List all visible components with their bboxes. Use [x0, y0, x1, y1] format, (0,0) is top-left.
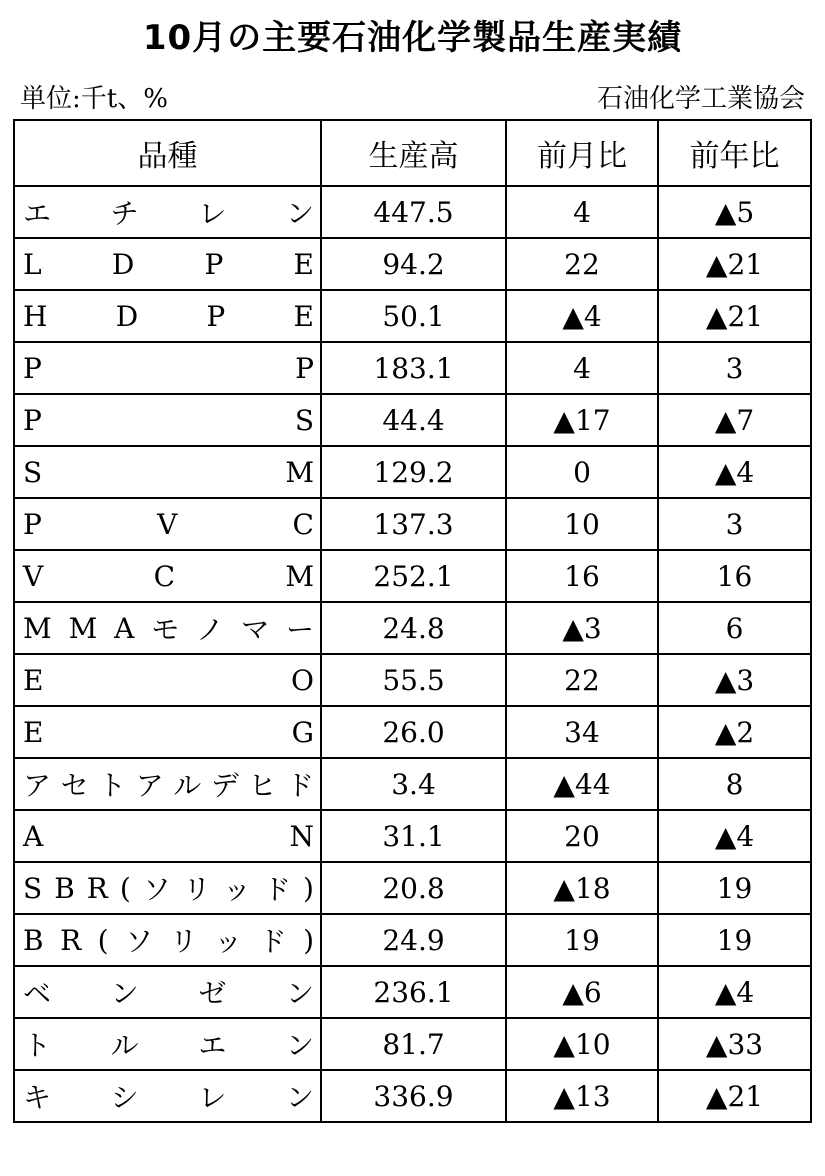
production-cell: 3.4: [321, 758, 506, 810]
year-over-year-cell: ▲7: [658, 394, 811, 446]
product-name: [23, 811, 314, 861]
product-name-char: ル: [173, 769, 202, 802]
product-name-char: V: [157, 507, 178, 541]
product-name-cell: [14, 966, 321, 1018]
product-name-char: V: [23, 559, 44, 593]
production-cell: 81.7: [321, 1018, 506, 1070]
product-name-char: A: [114, 611, 135, 645]
table-row: [14, 342, 811, 394]
product-name-char: ル: [110, 1029, 139, 1062]
production-cell: 94.2: [321, 238, 506, 290]
product-name-cell: [14, 446, 321, 498]
product-name-char: ッ: [214, 925, 243, 958]
month-over-month-cell: 19: [506, 914, 658, 966]
year-over-year-cell: 3: [658, 342, 811, 394]
product-name-char: セ: [60, 769, 89, 802]
product-name-cell: [14, 1018, 321, 1070]
product-name: [23, 291, 314, 341]
product-name-char: P: [23, 507, 42, 541]
product-name: [23, 447, 314, 497]
month-over-month-cell: ▲17: [506, 394, 658, 446]
production-table: [13, 119, 812, 1123]
column-header-production: 生産高: [321, 120, 506, 186]
product-name-char: M: [285, 559, 314, 593]
table-row: [14, 758, 811, 810]
year-over-year-cell: ▲4: [658, 966, 811, 1018]
product-name-char: デ: [210, 769, 239, 802]
product-name-char: P: [204, 247, 224, 281]
product-name-char: M: [68, 611, 98, 645]
product-name-char: ソ: [125, 925, 154, 958]
year-over-year-cell: ▲4: [658, 446, 811, 498]
product-name-char: (: [119, 871, 131, 905]
year-over-year-cell: 19: [658, 862, 811, 914]
table-row: [14, 706, 811, 758]
year-over-year-cell: 19: [658, 914, 811, 966]
product-name-char: チ: [110, 197, 139, 230]
column-header-year-over-year: 前年比: [658, 120, 811, 186]
month-over-month-cell: 0: [506, 446, 658, 498]
product-name-cell: [14, 706, 321, 758]
product-name-char: ソ: [142, 873, 171, 906]
product-name-char: ド: [258, 925, 287, 958]
product-name-char: P: [23, 351, 42, 385]
product-name-char: キ: [23, 1081, 52, 1114]
product-name-char: L: [23, 247, 42, 281]
product-name-char: B: [23, 923, 44, 957]
month-over-month-cell: ▲6: [506, 966, 658, 1018]
product-name-char: ノ: [196, 613, 225, 646]
production-cell: 447.5: [321, 186, 506, 238]
page-title: 10月の主要石油化学製品生産実績: [142, 18, 683, 58]
month-over-month-cell: ▲13: [506, 1070, 658, 1122]
year-over-year-cell: 3: [658, 498, 811, 550]
product-name-cell: [14, 654, 321, 706]
month-over-month-cell: 4: [506, 342, 658, 394]
year-over-year-cell: ▲3: [658, 654, 811, 706]
table-row: [14, 446, 811, 498]
production-cell: 24.8: [321, 602, 506, 654]
product-name: [23, 915, 314, 965]
product-name: [23, 343, 314, 393]
product-name: [23, 759, 314, 809]
product-name-char: ): [303, 923, 314, 957]
product-name-char: S: [23, 871, 43, 905]
product-name-cell: [14, 290, 321, 342]
table-row: [14, 914, 811, 966]
product-name-char: ベ: [23, 977, 52, 1010]
month-over-month-cell: 16: [506, 550, 658, 602]
product-name-char: リ: [169, 925, 198, 958]
product-name-cell: [14, 550, 321, 602]
year-over-year-cell: ▲5: [658, 186, 811, 238]
production-cell: 24.9: [321, 914, 506, 966]
product-name-cell: [14, 758, 321, 810]
table-row: [14, 550, 811, 602]
product-name: [23, 1019, 314, 1069]
product-name: [23, 1071, 314, 1121]
product-name-char: エ: [23, 197, 52, 230]
product-name-char: B: [54, 871, 75, 905]
year-over-year-cell: 6: [658, 602, 811, 654]
table-row: [14, 966, 811, 1018]
product-name-cell: [14, 342, 321, 394]
product-name-char: ト: [98, 769, 127, 802]
month-over-month-cell: ▲44: [506, 758, 658, 810]
unit-label: 単位:千t、%: [20, 84, 168, 114]
product-name-char: ヒ: [248, 769, 277, 802]
production-cell: 137.3: [321, 498, 506, 550]
month-over-month-cell: ▲10: [506, 1018, 658, 1070]
product-name-char: モ: [151, 613, 180, 646]
product-name-char: A: [23, 819, 44, 853]
table-row: [14, 602, 811, 654]
product-name-char: E: [23, 715, 44, 749]
year-over-year-cell: ▲21: [658, 238, 811, 290]
month-over-month-cell: ▲4: [506, 290, 658, 342]
production-cell: 50.1: [321, 290, 506, 342]
year-over-year-cell: ▲4: [658, 810, 811, 862]
month-over-month-cell: 20: [506, 810, 658, 862]
product-name-cell: [14, 1070, 321, 1122]
product-name-char: S: [23, 455, 43, 489]
product-name-cell: [14, 602, 321, 654]
product-name-cell: [14, 498, 321, 550]
table-row: [14, 498, 811, 550]
year-over-year-cell: ▲33: [658, 1018, 811, 1070]
product-name-char: ア: [23, 769, 52, 802]
table-row: [14, 654, 811, 706]
product-name-char: ン: [285, 977, 314, 1010]
month-over-month-cell: 34: [506, 706, 658, 758]
product-name-char: R: [60, 923, 82, 957]
product-name: [23, 499, 314, 549]
month-over-month-cell: 4: [506, 186, 658, 238]
product-name-char: H: [23, 299, 48, 333]
product-name-char: ): [302, 871, 314, 905]
product-name-char: マ: [241, 613, 270, 646]
table-row: [14, 1070, 811, 1122]
production-cell: 183.1: [321, 342, 506, 394]
product-name-char: ト: [23, 1029, 52, 1062]
product-name-char: C: [292, 507, 314, 541]
product-name-char: G: [291, 715, 314, 749]
product-name: [23, 551, 314, 601]
product-name-char: ド: [262, 873, 291, 906]
month-over-month-cell: 22: [506, 654, 658, 706]
year-over-year-cell: ▲2: [658, 706, 811, 758]
product-name: [23, 603, 314, 653]
production-cell: 236.1: [321, 966, 506, 1018]
product-name-char: ン: [110, 977, 139, 1010]
product-name-char: ッ: [222, 873, 251, 906]
product-name-cell: [14, 394, 321, 446]
product-name: [23, 863, 314, 913]
production-cell: 44.4: [321, 394, 506, 446]
table-row: [14, 810, 811, 862]
product-name-char: S: [294, 403, 314, 437]
year-over-year-cell: ▲21: [658, 1070, 811, 1122]
product-name-char: リ: [182, 873, 211, 906]
product-name-char: シ: [110, 1081, 139, 1114]
product-name: [23, 187, 314, 237]
production-cell: 336.9: [321, 1070, 506, 1122]
product-name-char: ー: [285, 613, 314, 646]
product-name-char: ゼ: [198, 977, 227, 1010]
product-name-char: ア: [135, 769, 164, 802]
product-name-char: P: [295, 351, 314, 385]
product-name-cell: [14, 914, 321, 966]
table-row: [14, 238, 811, 290]
product-name-char: E: [293, 299, 314, 333]
product-name-char: P: [23, 403, 42, 437]
product-name-cell: [14, 238, 321, 290]
table-body: [14, 186, 811, 1122]
product-name-cell: [14, 810, 321, 862]
product-name-char: C: [153, 559, 175, 593]
table-header: [14, 120, 811, 186]
table-row: [14, 186, 811, 238]
product-name-char: E: [23, 663, 44, 697]
column-header-month-over-month: 前月比: [506, 120, 658, 186]
product-name-char: M: [285, 455, 314, 489]
table-row: [14, 394, 811, 446]
product-name: [23, 239, 314, 289]
production-cell: 31.1: [321, 810, 506, 862]
table-row: [14, 1018, 811, 1070]
product-name: [23, 967, 314, 1017]
product-name-char: D: [111, 247, 135, 281]
header-row: [14, 120, 811, 186]
product-name-char: M: [23, 611, 52, 645]
product-name: [23, 707, 314, 757]
product-name: [23, 655, 314, 705]
product-name-char: R: [86, 871, 108, 905]
product-name-char: レ: [198, 197, 227, 230]
month-over-month-cell: 10: [506, 498, 658, 550]
product-name-char: O: [291, 663, 314, 697]
product-name: [23, 395, 314, 445]
product-name-char: エ: [198, 1029, 227, 1062]
production-cell: 20.8: [321, 862, 506, 914]
production-cell: 55.5: [321, 654, 506, 706]
table-row: [14, 290, 811, 342]
product-name-char: ド: [285, 769, 314, 802]
product-name-char: P: [206, 299, 226, 333]
product-name-char: N: [289, 819, 314, 853]
month-over-month-cell: ▲18: [506, 862, 658, 914]
source-label: 石油化学工業協会: [596, 84, 805, 114]
product-name-char: E: [293, 247, 314, 281]
year-over-year-cell: 8: [658, 758, 811, 810]
product-name-char: ン: [285, 197, 314, 230]
production-cell: 26.0: [321, 706, 506, 758]
product-name-cell: [14, 186, 321, 238]
product-name-char: (: [97, 923, 109, 957]
production-cell: 252.1: [321, 550, 506, 602]
month-over-month-cell: ▲3: [506, 602, 658, 654]
product-name-char: ン: [285, 1081, 314, 1114]
product-name-char: D: [115, 299, 139, 333]
column-header-product: 品種: [14, 120, 321, 186]
product-name-char: ン: [285, 1029, 314, 1062]
product-name-char: レ: [198, 1081, 227, 1114]
year-over-year-cell: ▲21: [658, 290, 811, 342]
production-cell: 129.2: [321, 446, 506, 498]
month-over-month-cell: 22: [506, 238, 658, 290]
year-over-year-cell: 16: [658, 550, 811, 602]
table-row: [14, 862, 811, 914]
product-name-cell: [14, 862, 321, 914]
